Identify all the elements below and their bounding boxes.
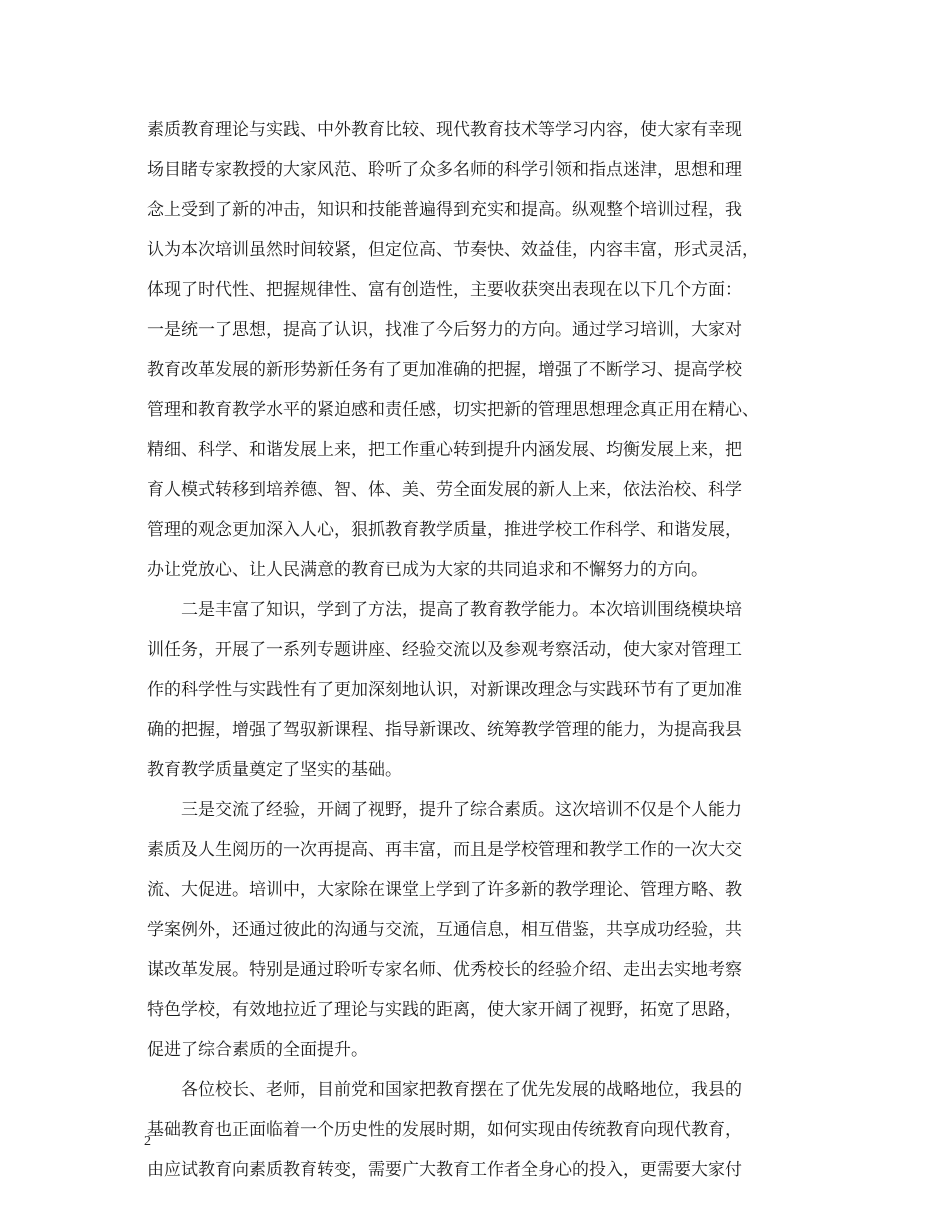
text-line: 作的科学性与实践性有了更加深刻地认识，对新课改理念与实践环节有了更加准 [147,680,742,700]
text-line: 由应试教育向素质教育转变，需要广大教育工作者全身心的投入，更需要大家付 [147,1160,742,1180]
text-line: 体现了时代性、把握规律性、富有创造性，主要收获突出表现在以下几个方面： [147,280,742,300]
text-line: 特色学校，有效地拉近了理论与实践的距离，使大家开阔了视野，拓宽了思路， [147,1000,742,1020]
text-line: 促进了综合素质的全面提升。 [147,1040,368,1060]
text-line: 确的把握，增强了驾驭新课程、指导新课改、统筹教学管理的能力，为提高我县 [147,720,742,740]
text-line: 素质及人生阅历的一次再提高、再丰富，而且是学校管理和教学工作的一次大交 [147,840,742,860]
text-line: 基础教育也正面临着一个历史性的发展时期，如何实现由传统教育向现代教育， [147,1120,742,1140]
text-line: 谋改革发展。特别是通过聆听专家名师、优秀校长的经验介绍、走出去实地考察 [147,960,742,980]
text-line: 管理的观念更加深入人心，狠抓教育教学质量，推进学校工作科学、和谐发展， [147,520,742,540]
text-line: 二是丰富了知识，学到了方法，提高了教育教学能力。本次培训围绕模块培 [181,600,742,620]
body-text [147,110,809,1190]
text-line: 流、大促进。培训中，大家除在课堂上学到了许多新的教学理论、管理方略、教 [147,880,742,900]
text-line: 训任务，开展了一系列专题讲座、经验交流以及参观考察活动，使大家对管理工 [147,640,742,660]
text-line: 一是统一了思想，提高了认识，找准了今后努力的方向。通过学习培训，大家对 [147,320,742,340]
text-line: 管理和教育教学水平的紧迫感和责任感，切实把新的管理思想理念真正用在精心、 [147,400,759,420]
text-line: 素质教育理论与实践、中外教育比较、现代教育技术等学习内容，使大家有幸现 [147,120,742,140]
text-line: 办让党放心、让人民满意的教育已成为大家的共同追求和不懈努力的方向。 [147,560,708,580]
text-line: 各位校长、老师，目前党和国家把教育摆在了优先发展的战略地位，我县的 [181,1080,742,1100]
text-line: 学案例外，还通过彼此的沟通与交流，互通信息，相互借鉴，共享成功经验，共 [147,920,742,940]
text-line: 精细、科学、和谐发展上来，把工作重心转到提升内涵发展、均衡发展上来，把 [147,440,742,460]
page-number: 2 [144,1134,151,1149]
text-line: 教育改革发展的新形势新任务有了更加准确的把握，增强了不断学习、提高学校 [147,360,742,380]
text-line: 三是交流了经验，开阔了视野，提升了综合素质。这次培训不仅是个人能力 [181,800,742,820]
text-line: 教育教学质量奠定了坚实的基础。 [147,760,402,780]
text-line: 念上受到了新的冲击，知识和技能普遍得到充实和提高。纵观整个培训过程，我 [147,200,742,220]
text-line: 育人模式转移到培养德、智、体、美、劳全面发展的新人上来，依法治校、科学 [147,480,742,500]
text-line: 场目睹专家教授的大家风范、聆听了众多名师的科学引领和指点迷津，思想和理 [147,160,742,180]
text-line: 认为本次培训虽然时间较紧，但定位高、节奏快、效益佳，内容丰富，形式灵活， [147,240,759,260]
